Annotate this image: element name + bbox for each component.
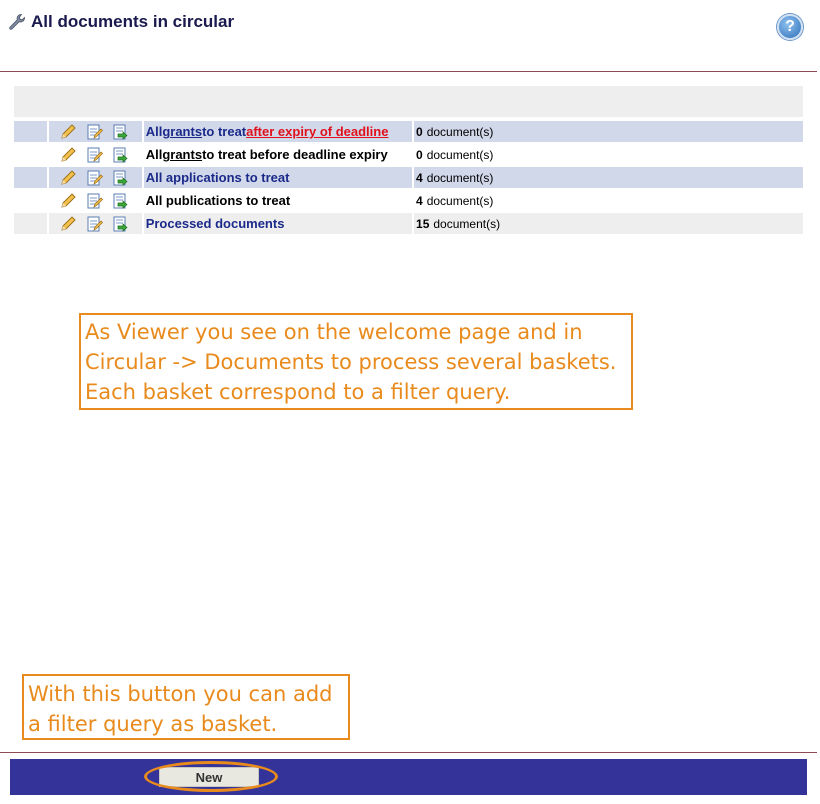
edit-document-icon[interactable]	[85, 192, 103, 210]
document-count	[414, 144, 803, 165]
basket-row[interactable]	[14, 190, 803, 211]
page-title: All documents in circular	[31, 12, 235, 31]
basket-name-part: All	[145, 147, 163, 162]
count-value: 15	[416, 216, 430, 231]
row-selector[interactable]	[14, 144, 47, 165]
row-actions	[49, 190, 142, 211]
basket-name[interactable]: Processed documents	[144, 213, 412, 234]
deadline-link[interactable]: after expiry of deadline	[246, 124, 389, 139]
document-count	[414, 167, 803, 188]
help-icon: ?	[785, 18, 795, 35]
count-label: document(s)	[426, 193, 494, 208]
row-actions	[49, 144, 142, 165]
count-value: 4	[416, 193, 423, 208]
basket-name-part: to treat before deadline expiry	[202, 147, 388, 162]
new-button[interactable]: New	[159, 767, 259, 787]
open-document-icon[interactable]	[111, 169, 129, 187]
open-document-icon[interactable]	[111, 123, 129, 141]
footer-divider	[0, 752, 817, 753]
callout-line: With this button you can add	[28, 682, 333, 706]
callout-line: Each basket correspond to a filter query.	[85, 380, 511, 404]
edit-document-icon[interactable]	[85, 169, 103, 187]
row-actions	[49, 213, 142, 234]
basket-row[interactable]	[14, 213, 803, 234]
row-selector[interactable]	[14, 121, 47, 142]
table-header-band	[14, 86, 803, 117]
count-label: document(s)	[433, 216, 501, 231]
basket-name[interactable]: All applications to treat	[144, 167, 412, 188]
pencil-icon[interactable]	[59, 146, 77, 164]
annotation-callout-baskets	[79, 313, 633, 410]
pencil-icon[interactable]	[59, 123, 77, 141]
pencil-icon[interactable]	[59, 192, 77, 210]
annotation-callout-new-button	[22, 674, 350, 740]
edit-document-icon[interactable]	[85, 146, 103, 164]
callout-line: Circular -> Documents to process several baskets.	[85, 350, 617, 374]
pencil-icon[interactable]	[59, 215, 77, 233]
callout-line: As Viewer you see on the welcome page and in	[85, 320, 583, 344]
open-document-icon[interactable]	[111, 146, 129, 164]
row-actions	[49, 121, 142, 142]
basket-list	[14, 121, 803, 236]
row-actions	[49, 167, 142, 188]
help-button[interactable]	[777, 14, 803, 40]
basket-name-part: All	[145, 124, 163, 139]
count-label: document(s)	[426, 124, 494, 139]
title-bar	[8, 10, 234, 34]
count-label: document(s)	[426, 147, 494, 162]
pencil-icon[interactable]	[59, 169, 77, 187]
row-selector[interactable]	[14, 213, 47, 234]
basket-row[interactable]	[14, 144, 803, 165]
basket-name[interactable]	[144, 144, 412, 165]
count-value: 0	[416, 124, 423, 139]
count-value: 4	[416, 170, 423, 185]
basket-name[interactable]	[144, 121, 412, 142]
callout-line: a filter query as basket.	[28, 712, 278, 736]
grants-link[interactable]: grants	[162, 147, 203, 162]
wrench-icon	[8, 13, 26, 31]
edit-document-icon[interactable]	[85, 215, 103, 233]
row-selector[interactable]	[14, 190, 47, 211]
basket-row[interactable]	[14, 121, 803, 142]
annotation-highlight-ring	[144, 761, 278, 792]
document-count	[414, 190, 803, 211]
grants-link[interactable]: grants	[162, 124, 203, 139]
document-count	[414, 213, 803, 234]
edit-document-icon[interactable]	[85, 123, 103, 141]
open-document-icon[interactable]	[111, 215, 129, 233]
basket-name[interactable]: All publications to treat	[144, 190, 412, 211]
open-document-icon[interactable]	[111, 192, 129, 210]
row-selector[interactable]	[14, 167, 47, 188]
footer-bar	[10, 759, 807, 795]
basket-row[interactable]	[14, 167, 803, 188]
document-count	[414, 121, 803, 142]
count-label: document(s)	[426, 170, 494, 185]
count-value: 0	[416, 147, 423, 162]
header-divider	[0, 71, 817, 72]
basket-name-part: to treat	[202, 124, 247, 139]
